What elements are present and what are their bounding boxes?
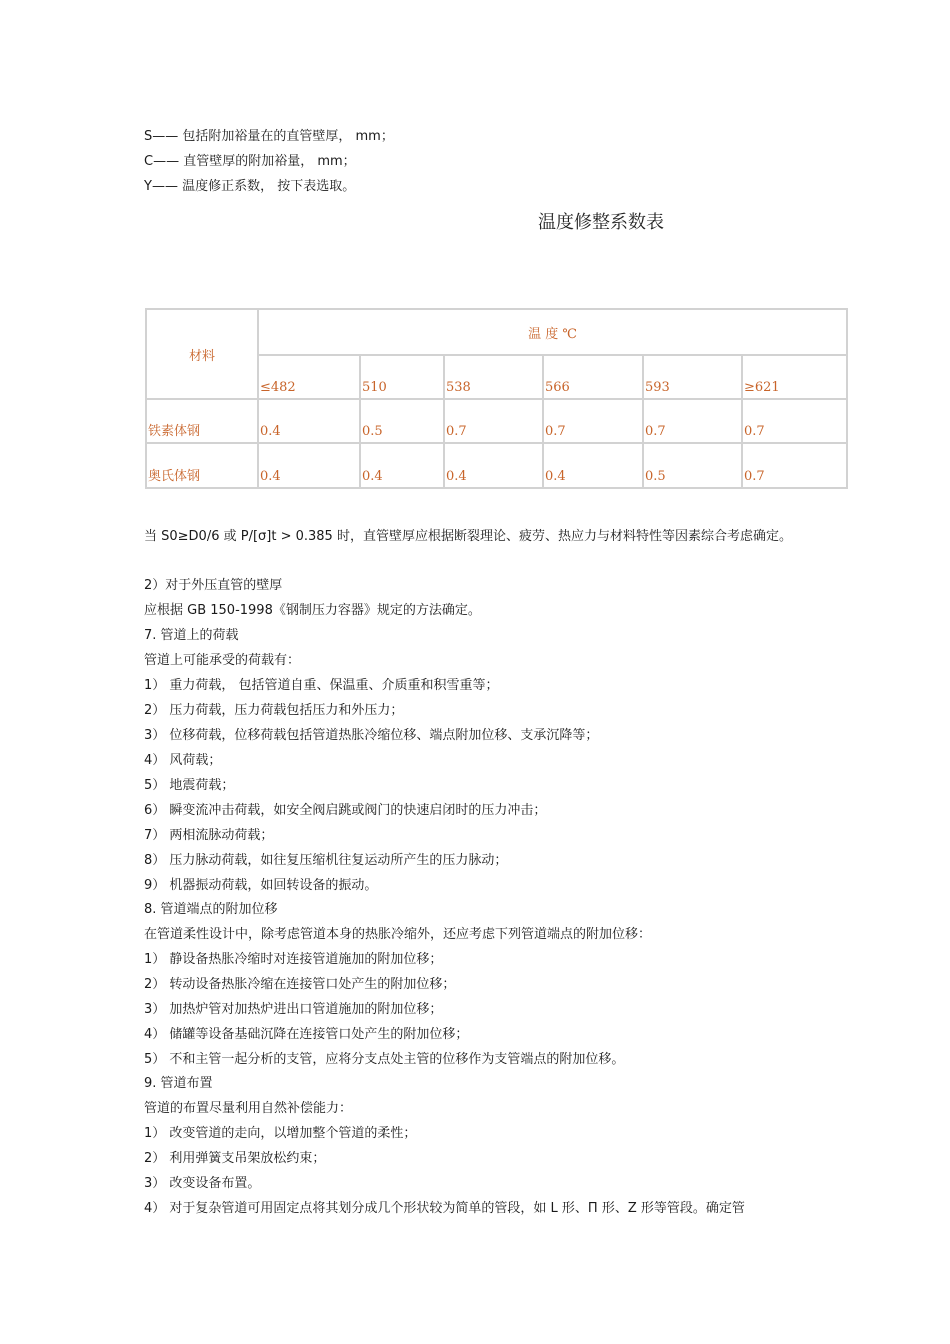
value-cell: 0.7 — [742, 399, 847, 443]
list-item: 7） 两相流脉动荷载； — [144, 828, 274, 843]
value-cell: 0.4 — [360, 443, 444, 488]
list-item: 4） 储罐等设备基础沉降在连接管口处产生的附加位移； — [144, 1027, 469, 1042]
temp-col-header: ≥621 — [742, 355, 847, 399]
temp-col-header: 593 — [643, 355, 742, 399]
list-item: 6） 瞬变流冲击荷载，如安全阀启跳或阀门的快速启闭时的压力冲击； — [144, 803, 547, 818]
definition-s: S—— 包括附加裕量在的直管壁厚， mm； — [144, 129, 394, 144]
list-item: 1） 改变管道的走向，以增加整个管道的柔性； — [144, 1126, 417, 1141]
temperature-header: 温 度 ℃ — [258, 309, 847, 355]
value-cell: 0.4 — [543, 443, 643, 488]
value-cell: 0.7 — [742, 443, 847, 488]
section-heading-9: 9. 管道布置 — [144, 1076, 213, 1091]
list-item: 2） 压力荷载，压力荷载包括压力和外压力； — [144, 703, 404, 718]
value-cell: 0.7 — [643, 399, 742, 443]
value-cell: 0.5 — [360, 399, 444, 443]
value-cell: 0.4 — [258, 399, 360, 443]
definition-y: Y—— 温度修正系数， 按下表选取。 — [144, 179, 356, 194]
value-cell: 0.5 — [643, 443, 742, 488]
paragraph-thickness-note: 当 S0≥D0/6 或 P/[σ]t > 0.385 时，直管壁厚应根据断裂理论、疲劳、热应力与材料特性等因素综合考虑确定。 — [144, 529, 792, 544]
list-item: 5） 地震荷载； — [144, 778, 235, 793]
body-line: 在管道柔性设计中，除考虑管道本身的热胀冷缩外，还应考虑下列管道端点的附加位移： — [144, 927, 652, 942]
list-item: 2） 利用弹簧支吊架放松约束； — [144, 1151, 326, 1166]
list-item: 8） 压力脉动荷载，如往复压缩机往复运动所产生的压力脉动； — [144, 853, 508, 868]
value-cell: 0.4 — [258, 443, 360, 488]
list-item: 2） 转动设备热胀冷缩在连接管口处产生的附加位移； — [144, 977, 456, 992]
list-item: 5） 不和主管一起分析的支管，应将分支点处主管的位移作为支管端点的附加位移。 — [144, 1052, 625, 1067]
temp-col-header: 566 — [543, 355, 643, 399]
list-item: 3） 加热炉管对加热炉进出口管道施加的附加位移； — [144, 1002, 443, 1017]
value-cell: 0.4 — [444, 443, 543, 488]
temp-col-header: 510 — [360, 355, 444, 399]
list-item: 3） 改变设备布置。 — [144, 1176, 261, 1191]
material-header: 材料 — [146, 309, 258, 399]
definition-c: C—— 直管壁厚的附加裕量， mm； — [144, 154, 356, 169]
section-heading-7: 7. 管道上的荷载 — [144, 628, 239, 643]
table-row — [146, 443, 847, 488]
body-line: 2）对于外压直管的壁厚 — [144, 578, 283, 593]
list-item: 4） 风荷载； — [144, 753, 222, 768]
temperature-coefficient-table — [145, 308, 846, 487]
body-line: 管道上可能承受的荷载有： — [144, 653, 301, 668]
list-item: 1） 重力荷载， 包括管道自重、保温重、介质重和积雪重等； — [144, 678, 499, 693]
value-cell: 0.7 — [444, 399, 543, 443]
material-cell: 奥氏体钢 — [146, 443, 258, 488]
temp-col-header: ≤482 — [258, 355, 360, 399]
list-item: 3） 位移荷载，位移荷载包括管道热胀冷缩位移、端点附加位移、支承沉降等； — [144, 728, 599, 743]
value-cell: 0.7 — [543, 399, 643, 443]
list-item: 4） 对于复杂管道可用固定点将其划分成几个形状较为简单的管段，如 L 形、Π 形、Z 形等管段。确定管 — [144, 1201, 745, 1216]
body-line: 管道的布置尽量利用自然补偿能力： — [144, 1101, 353, 1116]
material-cell: 铁素体钢 — [146, 399, 258, 443]
temp-col-header: 538 — [444, 355, 543, 399]
table-row — [146, 399, 847, 443]
section-heading-8: 8. 管道端点的附加位移 — [144, 902, 278, 917]
table-title: 温度修整系数表 — [538, 212, 664, 233]
list-item: 9） 机器振动荷载，如回转设备的振动。 — [144, 878, 378, 893]
body-line: 应根据 GB 150-1998《钢制压力容器》规定的方法确定。 — [144, 603, 481, 618]
list-item: 1） 静设备热胀冷缩时对连接管道施加的附加位移； — [144, 952, 443, 967]
